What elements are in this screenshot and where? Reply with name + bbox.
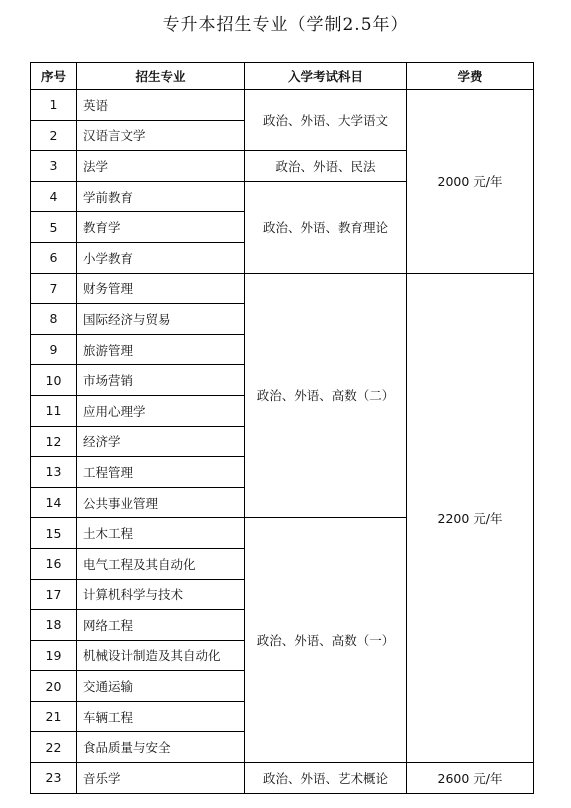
header-subjects: 入学考试科目 (245, 63, 407, 90)
header-major: 招生专业 (77, 63, 245, 90)
row-major: 国际经济与贸易 (77, 304, 245, 335)
subjects-cell: 政治、外语、高数（二） (245, 273, 407, 518)
row-major: 食品质量与安全 (77, 732, 245, 763)
subjects-cell: 政治、外语、高数（一） (245, 518, 407, 763)
subjects-cell: 政治、外语、教育理论 (245, 181, 407, 273)
row-seq: 20 (31, 671, 77, 702)
row-seq: 6 (31, 242, 77, 273)
table-row (31, 90, 534, 121)
fee-cell: 2200 元/年 (407, 273, 534, 763)
row-seq: 11 (31, 395, 77, 426)
table-row (31, 763, 534, 794)
row-major: 网络工程 (77, 610, 245, 641)
row-major: 旅游管理 (77, 334, 245, 365)
row-major: 土木工程 (77, 518, 245, 549)
row-major: 交通运输 (77, 671, 245, 702)
row-seq: 4 (31, 181, 77, 212)
row-major: 公共事业管理 (77, 487, 245, 518)
fee-cell: 2000 元/年 (407, 90, 534, 274)
row-seq: 12 (31, 426, 77, 457)
header-row (31, 63, 534, 90)
fee-cell: 2600 元/年 (407, 763, 534, 794)
row-major: 工程管理 (77, 457, 245, 488)
subjects-cell: 政治、外语、民法 (245, 151, 407, 182)
row-seq: 19 (31, 640, 77, 671)
row-major: 音乐学 (77, 763, 245, 794)
row-seq: 15 (31, 518, 77, 549)
row-seq: 21 (31, 701, 77, 732)
header-seq: 序号 (31, 63, 77, 90)
row-seq: 16 (31, 548, 77, 579)
row-major: 法学 (77, 151, 245, 182)
row-major: 学前教育 (77, 181, 245, 212)
row-seq: 10 (31, 365, 77, 396)
row-seq: 13 (31, 457, 77, 488)
row-seq: 23 (31, 763, 77, 794)
row-major: 车辆工程 (77, 701, 245, 732)
row-seq: 8 (31, 304, 77, 335)
row-seq: 17 (31, 579, 77, 610)
row-major: 英语 (77, 90, 245, 121)
row-seq: 22 (31, 732, 77, 763)
row-seq: 14 (31, 487, 77, 518)
row-seq: 18 (31, 610, 77, 641)
majors-table (30, 62, 534, 794)
row-seq: 5 (31, 212, 77, 243)
row-seq: 9 (31, 334, 77, 365)
row-major: 电气工程及其自动化 (77, 548, 245, 579)
row-major: 教育学 (77, 212, 245, 243)
subjects-cell: 政治、外语、艺术概论 (245, 763, 407, 794)
page-title: 专升本招生专业（学制2.5年） (162, 15, 409, 35)
row-major: 计算机科学与技术 (77, 579, 245, 610)
row-major: 机械设计制造及其自动化 (77, 640, 245, 671)
row-major: 市场营销 (77, 365, 245, 396)
row-major: 小学教育 (77, 242, 245, 273)
row-major: 财务管理 (77, 273, 245, 304)
row-seq: 3 (31, 151, 77, 182)
row-seq: 1 (31, 90, 77, 121)
header-fee: 学费 (407, 63, 534, 90)
row-major: 应用心理学 (77, 395, 245, 426)
table-row (31, 273, 534, 304)
subjects-cell: 政治、外语、大学语文 (245, 90, 407, 151)
row-major: 汉语言文学 (77, 120, 245, 151)
row-major: 经济学 (77, 426, 245, 457)
row-seq: 2 (31, 120, 77, 151)
row-seq: 7 (31, 273, 77, 304)
